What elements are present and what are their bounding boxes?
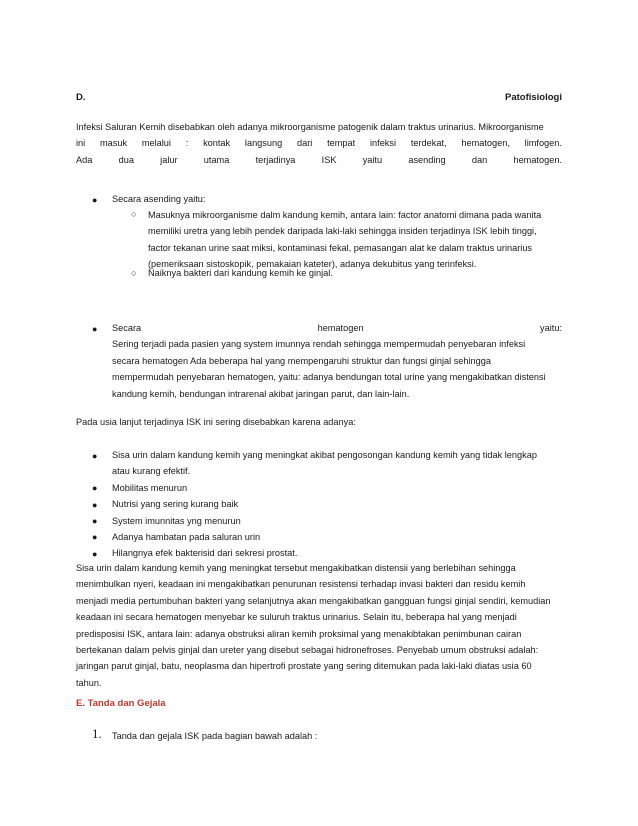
word: jalur [160, 154, 178, 165]
word: kontak [203, 138, 231, 149]
word: : [185, 138, 189, 149]
word: limfogen. [524, 138, 562, 149]
section-d-letter: D. [76, 92, 86, 103]
word: dari [297, 138, 313, 149]
word: infeksi [369, 138, 397, 149]
filled-circle-icon: ● [92, 451, 98, 461]
word: dan [471, 154, 488, 165]
word: asending [408, 154, 446, 165]
text-line: menimbulkan nyeri, keadaan ini mengakibatkan penurunan resistensi terhadap invasi bakteri dan residu kemih [76, 579, 526, 590]
filled-circle-icon: ● [92, 516, 98, 526]
list-item: Nutrisi yang sering kurang baik [112, 499, 239, 510]
text-line: bertekanan dalam pelvis ginjal dan ureter yang disebut sebagai hidronefroses. Penyebab umum obstruksi adalah: [76, 645, 539, 656]
text-line: predisposisi ISK, antara lain: adanya obstruksi aliran kemih proksimal yang menakibtakan penimbunan cairan [76, 628, 522, 639]
intro-line-justified [76, 135, 562, 151]
list-item: System imunnitas yng menurun [112, 515, 241, 526]
asending-title [112, 191, 562, 207]
word: yaitu: [540, 323, 562, 333]
filled-circle-icon: ● [92, 532, 98, 542]
asending-sub1 [148, 207, 562, 273]
word: ISK [321, 154, 337, 165]
list-item: Adanya hambatan pada saluran urin [112, 532, 261, 543]
hematogen-title [112, 320, 562, 336]
text-line: Sisa urin dalam kandung kemih yang meningkat tersebut mengakibatkan distensii yang berlebihan sehingga [76, 563, 516, 573]
list-item: Hilangnya efek bakterisid dari sekresi prostat. [112, 548, 298, 559]
section-d-title: Patofisiologi [505, 92, 562, 103]
text-line: Masuknya mikroorganisme dalm kandung kemih, antara lain: factor anatomi dimana pada wanita [148, 210, 542, 220]
text-line: memiliki uretra yang lebih pendek daripada laki-laki sehingga insiden terjadinya ISK lebih tinggi, [148, 226, 537, 237]
hollow-circle-icon: ○ [131, 209, 137, 219]
word: Secara [112, 323, 142, 333]
word: masuk [99, 138, 128, 149]
intro-line-justified [76, 152, 562, 168]
section-d-heading [76, 92, 562, 103]
text-line: menjadi media pertumbuhan bakteri yang selanjutnya akan mengakibatkan gangguan fungsi ginjal sendiri, kemudian [76, 595, 551, 606]
word: hematogen [317, 323, 364, 333]
elderly-intro [76, 414, 562, 430]
hollow-circle-icon: ○ [131, 268, 137, 278]
word: tempat [327, 138, 356, 149]
item-number: 1. [92, 726, 102, 741]
text-line: Naiknya bakteri dari kandung kemih ke ginjal. [148, 268, 333, 278]
word: terjadinya [255, 154, 296, 165]
word: hematogen. [513, 154, 562, 165]
word: langsung [244, 138, 283, 149]
text-line: mempermudah penyebaran hematogen, yaitu: adanya bendungan total urine yang mengakibatkan distensi [112, 372, 546, 383]
section-e-item [112, 728, 562, 744]
text-line: keadaan ini secara hematogen menyebar ke suluruh traktus urinarius. Selain itu, beberapa hal yang menjadi [76, 612, 517, 623]
text-line: secara hematogen Ada beberapa hal yang mempengaruhi struktur dan fungsi ginjal sehingga [112, 355, 491, 366]
word: dua [118, 154, 134, 165]
list-item: Mobilitas menurun [112, 482, 188, 493]
text-line: factor tekanan urine saat miksi, kontaminasi fekal, pemasangan alat ke dalam traktus urinarius [148, 242, 533, 253]
intro-paragraph [76, 119, 562, 168]
text-line: (pemeriksaan sistoskopik, pemakaian kateter), adanya dekubitus yang terinfeksi. [148, 259, 477, 270]
text-line: jaringan parut ginjal, batu, neoplasma dan hipertrofi prostate yang sering ditemukan pada laki-laki diatas usia 60 [76, 661, 532, 672]
list-item: Sisa urin dalam kandung kemih yang meningkat akibat pengosongan kandung kemih yang tidak lengkap [112, 450, 537, 460]
asending-title-text: Secara asending yaitu: [112, 194, 206, 204]
intro-line: Infeksi Saluran Kemih disebabkan oleh adanya mikroorganisme patogenik dalam traktus urinarius. Mikroorganisme [76, 122, 544, 132]
filled-circle-icon: ● [92, 549, 98, 559]
text-line: tahun. [76, 677, 102, 688]
word: melalui [141, 138, 171, 149]
word: ini [76, 138, 86, 149]
filled-circle-icon: ● [92, 500, 98, 510]
closing-paragraph [76, 560, 562, 691]
list-item-cont: atau kurang efektif. [112, 466, 191, 477]
text-line: Sering terjadi pada pasien yang system imunnya rendah sehingga mempermudah penyebaran infeksi [112, 339, 526, 350]
word: utama [203, 154, 230, 165]
elderly-list [112, 447, 562, 562]
hematogen-block [112, 320, 562, 402]
text-line: Pada usia lanjut terjadinya ISK ini sering disebabkan karena adanya: [76, 417, 356, 427]
filled-circle-icon: ● [92, 483, 98, 493]
word: yaitu [362, 154, 383, 165]
word: Ada [76, 154, 93, 165]
text-line: Tanda dan gejala ISK pada bagian bawah adalah : [112, 731, 318, 741]
word: terdekat, [410, 138, 447, 149]
text-line: kandung kemih, bendungan intrarenal akibat jaringan parut, dan lain-lain. [112, 388, 410, 399]
section-e-heading: E. Tanda dan Gejala [76, 698, 166, 709]
filled-circle-icon: ● [92, 324, 98, 334]
filled-circle-icon: ● [92, 195, 98, 205]
asending-sub2 [148, 265, 562, 281]
word: hematogen, [461, 138, 510, 149]
